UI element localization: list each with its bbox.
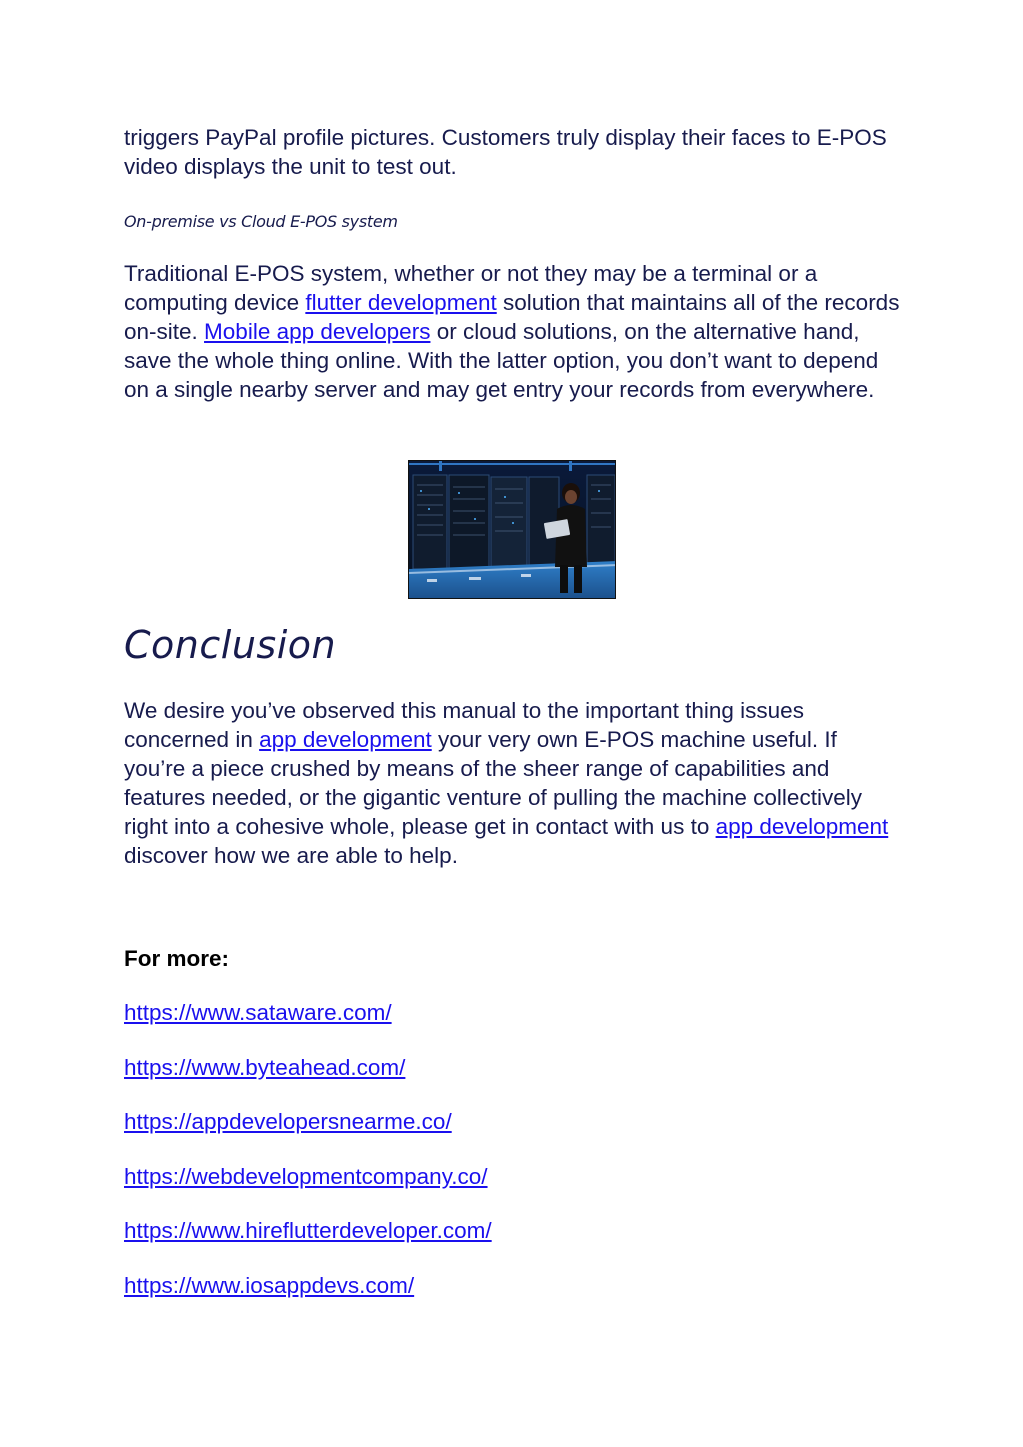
paragraph-text: We desire you’ve observed this manual to the important thing issues concerned in <box>124 698 804 752</box>
hireflutterdeveloper-link[interactable]: https://www.hireflutterdeveloper.com/ <box>124 1218 492 1243</box>
section-subheading: On-premise vs Cloud E-POS system <box>124 212 398 231</box>
paragraph-text: solution that maintains all of the records on-site. <box>124 290 900 344</box>
list-item <box>124 1108 492 1163</box>
reference-links <box>124 999 492 1326</box>
paragraph-text: Traditional E-POS system, whether or not they may be a terminal or a computing device <box>124 261 818 315</box>
section-paragraph <box>124 259 904 404</box>
list-item <box>124 999 492 1054</box>
paragraph-text: or cloud solutions, on the alternative hand, save the whole thing online. With the latter option, you don’t want to depend on a single nearby server and may get entry your records from everywhere. <box>124 319 879 402</box>
byteahead-link[interactable]: https://www.byteahead.com/ <box>124 1054 406 1080</box>
list-item <box>124 1163 492 1218</box>
paragraph-text: your very own E-POS machine useful. If you’re a piece crushed by means of the sheer range of capabilities and features needed, or the gigantic venture of pulling the machine collectively right into a cohesive whole, please get in contact with us to <box>124 727 862 839</box>
conclusion-paragraph <box>124 696 904 870</box>
sataware-link[interactable]: https://www.sataware.com/ <box>124 1000 392 1025</box>
intro-paragraph: triggers PayPal profile pictures. Customers truly display their faces to E-POS video displays the unit to test out. <box>124 125 887 179</box>
list-item <box>124 1054 492 1109</box>
list-item <box>124 1272 492 1327</box>
for-more-label: For more: <box>124 946 230 971</box>
flutter-development-link[interactable]: flutter development <box>305 290 497 315</box>
mobile-app-developers-link[interactable]: Mobile app developers <box>204 319 431 344</box>
server-room-photo <box>408 460 616 599</box>
app-development-link[interactable]: app development <box>715 814 889 839</box>
list-item <box>124 1217 492 1272</box>
appdevelopersnearme-link[interactable]: https://appdevelopersnearme.co/ <box>124 1109 452 1134</box>
app-development-link[interactable]: app development <box>259 727 432 752</box>
conclusion-heading: Conclusion <box>124 623 337 667</box>
paragraph-text: discover how we are able to help. <box>124 843 458 868</box>
iosappdevs-link[interactable]: https://www.iosappdevs.com/ <box>124 1272 415 1298</box>
webdevelopmentcompany-link[interactable]: https://webdevelopmentcompany.co/ <box>124 1163 488 1189</box>
